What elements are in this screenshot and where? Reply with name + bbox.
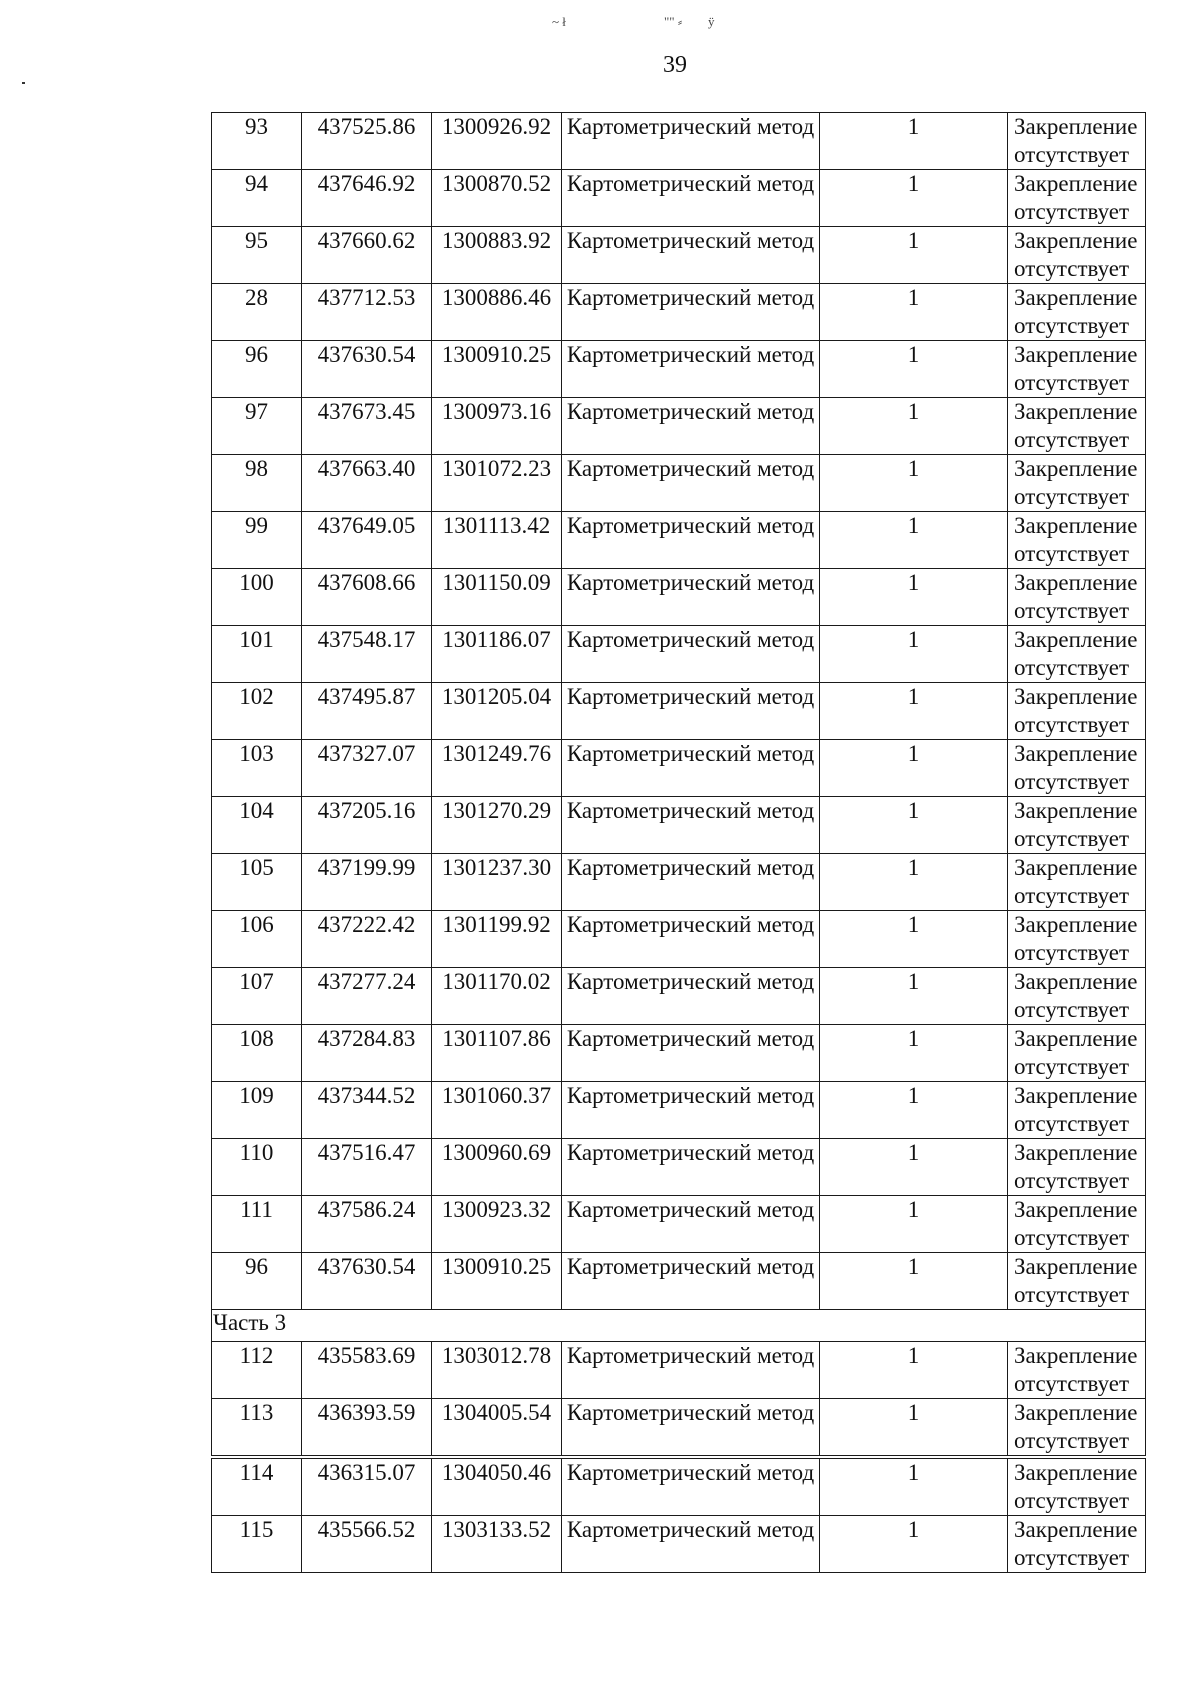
table-row xyxy=(212,170,1146,227)
accuracy-cell: 1 xyxy=(820,341,1008,398)
accuracy-cell: 1 xyxy=(820,455,1008,512)
point-number-cell: 105 xyxy=(212,854,302,911)
fixing-cell: Закрепление отсутствует xyxy=(1008,797,1146,854)
scan-mark-left: ~ ł xyxy=(552,14,566,29)
method-cell: Картометрический метод xyxy=(562,398,820,455)
fixing-cell: Закрепление отсутствует xyxy=(1008,1082,1146,1139)
x-coordinate-cell: 437284.83 xyxy=(302,1025,432,1082)
scan-speck xyxy=(22,82,25,84)
accuracy-cell: 1 xyxy=(820,398,1008,455)
fixing-cell: Закрепление отсутствует xyxy=(1008,854,1146,911)
x-coordinate-cell: 437327.07 xyxy=(302,740,432,797)
fixing-cell: Закрепление отсутствует xyxy=(1008,113,1146,170)
y-coordinate-cell: 1300870.52 xyxy=(432,170,562,227)
method-cell: Картометрический метод xyxy=(562,341,820,398)
method-cell: Картометрический метод xyxy=(562,797,820,854)
y-coordinate-cell: 1300926.92 xyxy=(432,113,562,170)
x-coordinate-cell: 437608.66 xyxy=(302,569,432,626)
accuracy-cell: 1 xyxy=(820,911,1008,968)
x-coordinate-cell: 437205.16 xyxy=(302,797,432,854)
table-row xyxy=(212,626,1146,683)
y-coordinate-cell: 1304005.54 xyxy=(432,1399,562,1458)
x-coordinate-cell: 437548.17 xyxy=(302,626,432,683)
x-coordinate-cell: 437712.53 xyxy=(302,284,432,341)
fixing-cell: Закрепление отсутствует xyxy=(1008,968,1146,1025)
x-coordinate-cell: 435566.52 xyxy=(302,1516,432,1573)
y-coordinate-cell: 1300886.46 xyxy=(432,284,562,341)
accuracy-cell: 1 xyxy=(820,1253,1008,1310)
accuracy-cell: 1 xyxy=(820,170,1008,227)
fixing-cell: Закрепление отсутствует xyxy=(1008,1139,1146,1196)
fixing-cell: Закрепление отсутствует xyxy=(1008,569,1146,626)
fixing-cell: Закрепление отсутствует xyxy=(1008,1342,1146,1399)
accuracy-cell: 1 xyxy=(820,1342,1008,1399)
table-row xyxy=(212,1342,1146,1399)
accuracy-cell: 1 xyxy=(820,113,1008,170)
table-body-part-a xyxy=(212,113,1146,1310)
table-row xyxy=(212,1196,1146,1253)
table-row xyxy=(212,797,1146,854)
x-coordinate-cell: 437199.99 xyxy=(302,854,432,911)
x-coordinate-cell: 437495.87 xyxy=(302,683,432,740)
fixing-cell: Закрепление отсутствует xyxy=(1008,341,1146,398)
fixing-cell: Закрепление отсутствует xyxy=(1008,740,1146,797)
x-coordinate-cell: 437525.86 xyxy=(302,113,432,170)
method-cell: Картометрический метод xyxy=(562,1516,820,1573)
y-coordinate-cell: 1301249.76 xyxy=(432,740,562,797)
y-coordinate-cell: 1301060.37 xyxy=(432,1082,562,1139)
x-coordinate-cell: 437222.42 xyxy=(302,911,432,968)
point-number-cell: 100 xyxy=(212,569,302,626)
table-row xyxy=(212,455,1146,512)
table-row xyxy=(212,398,1146,455)
method-cell: Картометрический метод xyxy=(562,1457,820,1516)
accuracy-cell: 1 xyxy=(820,854,1008,911)
table-row xyxy=(212,1082,1146,1139)
accuracy-cell: 1 xyxy=(820,797,1008,854)
method-cell: Картометрический метод xyxy=(562,1342,820,1399)
table-row xyxy=(212,284,1146,341)
x-coordinate-cell: 437673.45 xyxy=(302,398,432,455)
y-coordinate-cell: 1301113.42 xyxy=(432,512,562,569)
point-number-cell: 113 xyxy=(212,1399,302,1458)
method-cell: Картометрический метод xyxy=(562,1196,820,1253)
x-coordinate-cell: 437649.05 xyxy=(302,512,432,569)
section-heading-body xyxy=(212,1310,1146,1342)
method-cell: Картометрический метод xyxy=(562,740,820,797)
table-row xyxy=(212,512,1146,569)
accuracy-cell: 1 xyxy=(820,683,1008,740)
y-coordinate-cell: 1301205.04 xyxy=(432,683,562,740)
scan-mark-right: ÿ xyxy=(708,14,715,29)
y-coordinate-cell: 1301150.09 xyxy=(432,569,562,626)
table-row xyxy=(212,1025,1146,1082)
fixing-cell: Закрепление отсутствует xyxy=(1008,227,1146,284)
accuracy-cell: 1 xyxy=(820,1196,1008,1253)
method-cell: Картометрический метод xyxy=(562,1253,820,1310)
accuracy-cell: 1 xyxy=(820,626,1008,683)
table-row xyxy=(212,1399,1146,1458)
method-cell: Картометрический метод xyxy=(562,512,820,569)
section-label: Часть 3 xyxy=(212,1310,1146,1342)
method-cell: Картометрический метод xyxy=(562,227,820,284)
table-row xyxy=(212,569,1146,626)
accuracy-cell: 1 xyxy=(820,227,1008,284)
y-coordinate-cell: 1300910.25 xyxy=(432,341,562,398)
page-number: 39 xyxy=(663,52,687,78)
table-row xyxy=(212,341,1146,398)
point-number-cell: 96 xyxy=(212,341,302,398)
fixing-cell: Закрепление отсутствует xyxy=(1008,398,1146,455)
point-number-cell: 106 xyxy=(212,911,302,968)
y-coordinate-cell: 1300883.92 xyxy=(432,227,562,284)
fixing-cell: Закрепление отсутствует xyxy=(1008,1196,1146,1253)
fixing-cell: Закрепление отсутствует xyxy=(1008,683,1146,740)
fixing-cell: Закрепление отсутствует xyxy=(1008,626,1146,683)
x-coordinate-cell: 435583.69 xyxy=(302,1342,432,1399)
accuracy-cell: 1 xyxy=(820,1516,1008,1573)
y-coordinate-cell: 1301107.86 xyxy=(432,1025,562,1082)
y-coordinate-cell: 1304050.46 xyxy=(432,1457,562,1516)
point-number-cell: 97 xyxy=(212,398,302,455)
x-coordinate-cell: 437646.92 xyxy=(302,170,432,227)
fixing-cell: Закрепление отсутствует xyxy=(1008,1399,1146,1458)
y-coordinate-cell: 1300960.69 xyxy=(432,1139,562,1196)
point-number-cell: 109 xyxy=(212,1082,302,1139)
method-cell: Картометрический метод xyxy=(562,968,820,1025)
method-cell: Картометрический метод xyxy=(562,911,820,968)
method-cell: Картометрический метод xyxy=(562,626,820,683)
scan-mark-middle: "" ⸗ xyxy=(664,14,683,29)
fixing-cell: Закрепление отсутствует xyxy=(1008,911,1146,968)
accuracy-cell: 1 xyxy=(820,1399,1008,1458)
table-row xyxy=(212,1139,1146,1196)
accuracy-cell: 1 xyxy=(820,284,1008,341)
accuracy-cell: 1 xyxy=(820,968,1008,1025)
y-coordinate-cell: 1301170.02 xyxy=(432,968,562,1025)
point-number-cell: 101 xyxy=(212,626,302,683)
fixing-cell: Закрепление отсутствует xyxy=(1008,1025,1146,1082)
coordinates-table xyxy=(211,112,1146,1573)
y-coordinate-cell: 1301199.92 xyxy=(432,911,562,968)
point-number-cell: 94 xyxy=(212,170,302,227)
method-cell: Картометрический метод xyxy=(562,1399,820,1458)
table-row xyxy=(212,854,1146,911)
fixing-cell: Закрепление отсутствует xyxy=(1008,1457,1146,1516)
point-number-cell: 108 xyxy=(212,1025,302,1082)
accuracy-cell: 1 xyxy=(820,1025,1008,1082)
table-row xyxy=(212,968,1146,1025)
x-coordinate-cell: 437630.54 xyxy=(302,341,432,398)
table-row xyxy=(212,227,1146,284)
x-coordinate-cell: 437516.47 xyxy=(302,1139,432,1196)
point-number-cell: 111 xyxy=(212,1196,302,1253)
point-number-cell: 98 xyxy=(212,455,302,512)
table-row xyxy=(212,911,1146,968)
point-number-cell: 115 xyxy=(212,1516,302,1573)
x-coordinate-cell: 437586.24 xyxy=(302,1196,432,1253)
y-coordinate-cell: 1303012.78 xyxy=(432,1342,562,1399)
point-number-cell: 107 xyxy=(212,968,302,1025)
y-coordinate-cell: 1300973.16 xyxy=(432,398,562,455)
point-number-cell: 28 xyxy=(212,284,302,341)
fixing-cell: Закрепление отсутствует xyxy=(1008,284,1146,341)
fixing-cell: Закрепление отсутствует xyxy=(1008,170,1146,227)
method-cell: Картометрический метод xyxy=(562,170,820,227)
section-row xyxy=(212,1310,1146,1342)
point-number-cell: 112 xyxy=(212,1342,302,1399)
x-coordinate-cell: 437277.24 xyxy=(302,968,432,1025)
table-body-part-b xyxy=(212,1342,1146,1573)
point-number-cell: 103 xyxy=(212,740,302,797)
method-cell: Картометрический метод xyxy=(562,455,820,512)
method-cell: Картометрический метод xyxy=(562,113,820,170)
fixing-cell: Закрепление отсутствует xyxy=(1008,1516,1146,1573)
method-cell: Картометрический метод xyxy=(562,1082,820,1139)
accuracy-cell: 1 xyxy=(820,1082,1008,1139)
x-coordinate-cell: 437630.54 xyxy=(302,1253,432,1310)
point-number-cell: 102 xyxy=(212,683,302,740)
y-coordinate-cell: 1301072.23 xyxy=(432,455,562,512)
accuracy-cell: 1 xyxy=(820,569,1008,626)
point-number-cell: 104 xyxy=(212,797,302,854)
y-coordinate-cell: 1300923.32 xyxy=(432,1196,562,1253)
x-coordinate-cell: 436315.07 xyxy=(302,1457,432,1516)
fixing-cell: Закрепление отсутствует xyxy=(1008,455,1146,512)
x-coordinate-cell: 437663.40 xyxy=(302,455,432,512)
method-cell: Картометрический метод xyxy=(562,854,820,911)
method-cell: Картометрический метод xyxy=(562,284,820,341)
point-number-cell: 95 xyxy=(212,227,302,284)
accuracy-cell: 1 xyxy=(820,1139,1008,1196)
point-number-cell: 110 xyxy=(212,1139,302,1196)
method-cell: Картометрический метод xyxy=(562,1025,820,1082)
point-number-cell: 114 xyxy=(212,1457,302,1516)
method-cell: Картометрический метод xyxy=(562,569,820,626)
accuracy-cell: 1 xyxy=(820,740,1008,797)
method-cell: Картометрический метод xyxy=(562,683,820,740)
accuracy-cell: 1 xyxy=(820,1457,1008,1516)
y-coordinate-cell: 1303133.52 xyxy=(432,1516,562,1573)
y-coordinate-cell: 1301237.30 xyxy=(432,854,562,911)
y-coordinate-cell: 1300910.25 xyxy=(432,1253,562,1310)
point-number-cell: 99 xyxy=(212,512,302,569)
table-row xyxy=(212,1253,1146,1310)
x-coordinate-cell: 436393.59 xyxy=(302,1399,432,1458)
point-number-cell: 93 xyxy=(212,113,302,170)
x-coordinate-cell: 437344.52 xyxy=(302,1082,432,1139)
method-cell: Картометрический метод xyxy=(562,1139,820,1196)
table-row xyxy=(212,1457,1146,1516)
table-row xyxy=(212,1516,1146,1573)
fixing-cell: Закрепление отсутствует xyxy=(1008,1253,1146,1310)
y-coordinate-cell: 1301270.29 xyxy=(432,797,562,854)
table-row xyxy=(212,113,1146,170)
x-coordinate-cell: 437660.62 xyxy=(302,227,432,284)
point-number-cell: 96 xyxy=(212,1253,302,1310)
y-coordinate-cell: 1301186.07 xyxy=(432,626,562,683)
table-row xyxy=(212,740,1146,797)
accuracy-cell: 1 xyxy=(820,512,1008,569)
table-row xyxy=(212,683,1146,740)
fixing-cell: Закрепление отсутствует xyxy=(1008,512,1146,569)
